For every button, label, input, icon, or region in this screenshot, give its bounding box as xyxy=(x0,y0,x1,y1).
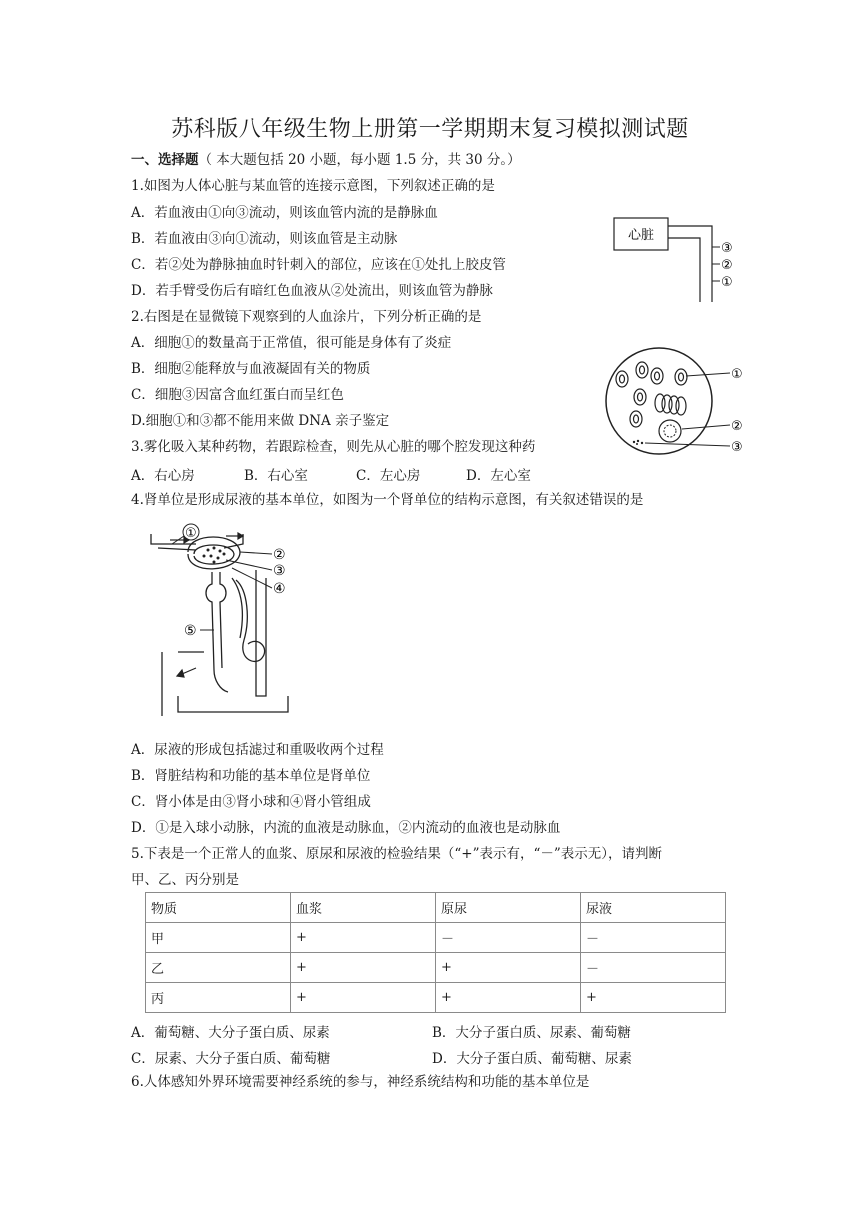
q1-option-a: A．若血液由①向③流动，则该血管内流的是静脉血 xyxy=(131,205,438,221)
q5-test-table xyxy=(145,892,726,1013)
q4-stem: 4.肾单位是形成尿液的基本单位，如图为一个肾单位的结构示意图，有关叙述错误的是 xyxy=(131,492,644,508)
blood-smear-figure xyxy=(600,343,760,461)
table-cell: + xyxy=(291,953,436,983)
q1-option-b: B．若血液由③向①流动，则该血管是主动脉 xyxy=(131,231,398,247)
table-cell: + xyxy=(436,953,581,983)
heart-mark-2: ② xyxy=(721,258,733,273)
q5-option-c: C．尿素、大分子蛋白质、葡萄糖 xyxy=(131,1051,331,1067)
table-cell: + xyxy=(581,983,726,1013)
table-cell: 丙 xyxy=(146,983,291,1013)
table-cell: － xyxy=(581,953,726,983)
q1-option-c: C．若②处为静脉抽血时针刺入的部位，应该在①处扎上胶皮管 xyxy=(131,257,506,273)
q4-option-c: C．肾小体是由③肾小球和④肾小管组成 xyxy=(131,794,371,810)
table-header-row xyxy=(146,893,726,923)
platelets xyxy=(633,440,643,445)
red-blood-cells xyxy=(616,362,687,427)
q2-stem: 2.右图是在显微镜下观察到的人血涂片，下列分析正确的是 xyxy=(131,309,482,325)
q6-stem: 6.人体感知外界环境需要神经系统的参与，神经系统结构和功能的基本单位是 xyxy=(131,1074,590,1090)
leader-2 xyxy=(240,552,272,554)
heart-vessel-figure xyxy=(600,210,750,306)
table-row xyxy=(146,983,726,1013)
q4-option-b: B．肾脏结构和功能的基本单位是肾单位 xyxy=(131,768,371,784)
q4-option-a: A．尿液的形成包括滤过和重吸收两个过程 xyxy=(131,742,384,758)
table-header-cell: 尿液 xyxy=(581,893,726,923)
heart-mark-3: ③ xyxy=(721,241,733,256)
q3-option-c: C．左心房 xyxy=(356,468,421,484)
table-header-cell: 血浆 xyxy=(291,893,436,923)
section-heading-line xyxy=(131,151,521,169)
smear-mark-3: ③ xyxy=(731,440,743,455)
nephron-mark-3: ③ xyxy=(273,563,286,579)
q2-option-d: D.细胞①和③都不能用来做 DNA 亲子鉴定 xyxy=(131,413,390,429)
nephron-mark-5: ⑤ xyxy=(184,623,197,639)
table-cell: + xyxy=(436,983,581,1013)
white-blood-cell xyxy=(659,420,681,442)
table-row xyxy=(146,953,726,983)
q3-option-b: B．右心室 xyxy=(244,468,308,484)
q3-option-a: A．右心房 xyxy=(131,468,195,484)
leader-line-1 xyxy=(686,373,730,376)
q2-option-a: A．细胞①的数量高于正常值，很可能是身体有了炎症 xyxy=(131,335,452,351)
nephron-drawing xyxy=(151,534,288,716)
flow-arrows xyxy=(170,533,243,677)
heart-mark-1: ① xyxy=(721,275,733,290)
vessel-outer-wall xyxy=(668,226,712,302)
section-heading: 一、选择题 xyxy=(131,152,199,168)
q3-option-d: D．左心室 xyxy=(466,468,531,484)
q3-stem: 3.雾化吸入某种药物，若跟踪检查，则先从心脏的哪个腔发现这种药 xyxy=(131,439,536,455)
microscope-field xyxy=(606,348,712,454)
nephron-figure xyxy=(148,520,308,726)
q5-stem-line1: 5.下表是一个正常人的血浆、原尿和尿液的检验结果（“+”表示有，“－”表示无），请判断 xyxy=(131,846,663,862)
q5-option-b: B．大分子蛋白质、尿素、葡萄糖 xyxy=(432,1025,631,1041)
section-note: （ 本大题包括 20 小题，每小题 1.5 分，共 30 分。） xyxy=(198,152,521,168)
table-cell: + xyxy=(291,923,436,953)
smear-mark-2: ② xyxy=(731,419,743,434)
table-cell: 乙 xyxy=(146,953,291,983)
nephron-mark-4: ④ xyxy=(273,581,286,597)
nephron-mark-1: ① xyxy=(185,526,197,541)
q4-option-d: D．①是入球小动脉，内流的血液是动脉血，②内流动的血液也是动脉血 xyxy=(131,820,561,836)
table-cell: － xyxy=(581,923,726,953)
q5-option-d: D．大分子蛋白质、葡萄糖、尿素 xyxy=(432,1051,632,1067)
table-cell: + xyxy=(291,983,436,1013)
q5-option-a: A．葡萄糖、大分子蛋白质、尿素 xyxy=(131,1025,330,1041)
white-blood-cell-nucleus xyxy=(664,425,676,437)
nephron-mark-2: ② xyxy=(273,547,286,563)
page-title: 苏科版八年级生物上册第一学期期末复习模拟测试题 xyxy=(171,117,689,142)
q2-option-b: B．细胞②能释放与血液凝固有关的物质 xyxy=(131,361,371,377)
table-header-cell: 原尿 xyxy=(436,893,581,923)
heart-label: 心脏 xyxy=(627,228,655,243)
glomerulus-dots xyxy=(203,547,226,564)
q5-stem-line2: 甲、乙、丙分别是 xyxy=(131,872,239,888)
table-cell: － xyxy=(436,923,581,953)
table-cell: 甲 xyxy=(146,923,291,953)
table-row xyxy=(146,923,726,953)
q1-stem: 1.如图为人体心脏与某血管的连接示意图，下列叙述正确的是 xyxy=(131,178,495,194)
smear-mark-1: ① xyxy=(731,367,743,382)
q1-option-d: D．若手臂受伤后有暗红色血液从②处流出，则该血管为静脉 xyxy=(131,283,493,299)
table-header-cell: 物质 xyxy=(146,893,291,923)
q2-option-c: C．细胞③因富含血红蛋白而呈红色 xyxy=(131,387,344,403)
vessel-inner-wall xyxy=(668,238,700,302)
